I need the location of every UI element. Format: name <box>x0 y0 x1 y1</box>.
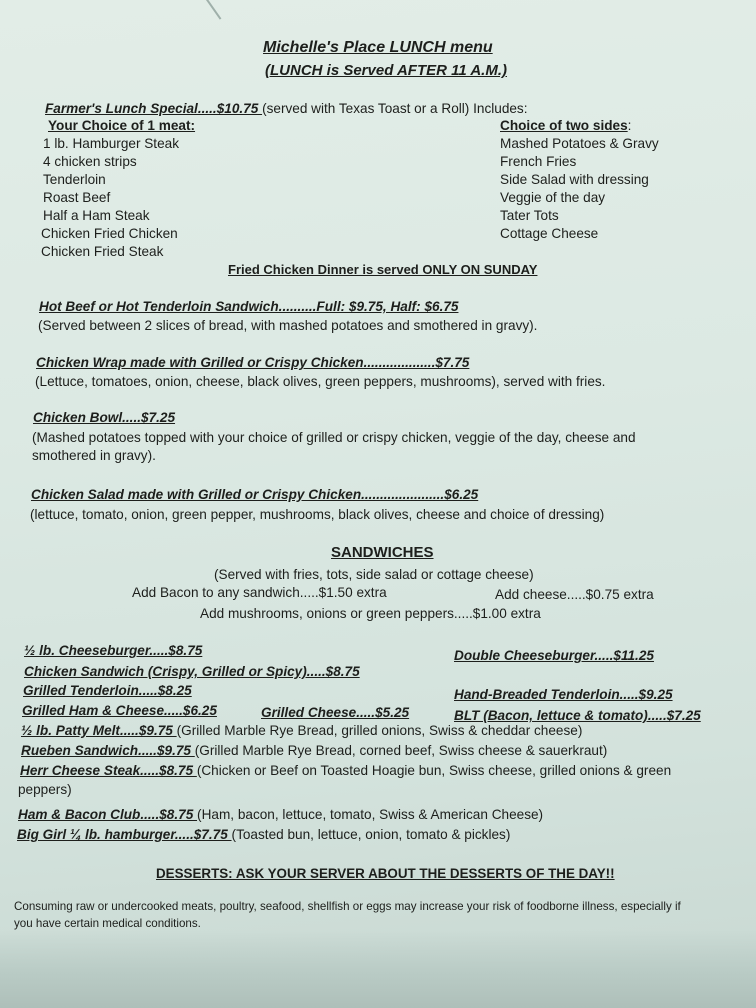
disclaimer-line-1: Consuming raw or undercooked meats, poultry, seafood, shellfish or eggs may increase your risk of foodborne illness, especially if <box>14 900 681 913</box>
big-girl-line <box>17 827 510 843</box>
ham-bacon-club-desc: (Ham, bacon, lettuce, tomato, Swiss & American Cheese) <box>197 807 544 822</box>
hot-beef-desc: (Served between 2 slices of bread, with mashed potatoes and smothered in gravy). <box>38 318 538 333</box>
rueben-item: Rueben Sandwich.....$9.75 <box>21 743 195 758</box>
chicken-wrap-title: Chicken Wrap made with Grilled or Crispy Chicken...................$7.75 <box>36 355 470 370</box>
hot-beef-title: Hot Beef or Hot Tenderloin Sandwich..........Full: $9.75, Half: $6.75 <box>39 299 459 314</box>
meat-item: Chicken Fried Chicken <box>41 226 178 241</box>
hand-breaded-tenderloin-item: Hand-Breaded Tenderloin.....$9.25 <box>454 687 673 702</box>
cheeseburger-item: ½ lb. Cheeseburger.....$8.75 <box>24 643 203 658</box>
sides-heading-line <box>500 118 631 134</box>
desserts-note: DESSERTS: ASK YOUR SERVER ABOUT THE DESSERTS OF THE DAY!! <box>156 866 615 881</box>
meat-item: Half a Ham Steak <box>43 208 150 223</box>
grilled-tenderloin-item: Grilled Tenderloin.....$8.25 <box>23 683 192 698</box>
side-item: Mashed Potatoes & Gravy <box>500 136 659 151</box>
sandwiches-heading: SANDWICHES <box>331 544 434 561</box>
big-girl-desc: (Toasted bun, lettuce, onion, tomato & pickles) <box>231 827 511 842</box>
patty-melt-line <box>21 723 582 739</box>
side-item: Side Salad with dressing <box>500 172 649 187</box>
menu-title: Michelle's Place LUNCH menu <box>263 39 493 56</box>
sides-heading-colon: : <box>627 118 632 133</box>
blt-item: BLT (Bacon, lettuce & tomato).....$7.25 <box>454 708 701 723</box>
double-cheeseburger-item: Double Cheeseburger.....$11.25 <box>454 648 654 663</box>
sides-heading: Choice of two sides <box>500 118 628 133</box>
chicken-sandwich-item: Chicken Sandwich (Crispy, Grilled or Spicy).....$8.75 <box>24 664 360 679</box>
sunday-note: Fried Chicken Dinner is served ONLY ON SUNDAY <box>228 262 538 277</box>
herr-cheese-steak-desc: (Chicken or Beef on Toasted Hoagie bun, Swiss cheese, grilled onions & green <box>196 763 672 778</box>
chicken-salad-title: Chicken Salad made with Grilled or Crispy Chicken......................$6.25 <box>31 487 479 502</box>
chicken-bowl-desc-1: (Mashed potatoes topped with your choice of grilled or crispy chicken, veggie of the day, cheese and <box>32 430 636 445</box>
meat-item: Tenderloin <box>43 172 106 187</box>
farmers-lunch-note: (served with Texas Toast or a Roll) Includes: <box>262 101 528 116</box>
side-item: Cottage Cheese <box>500 226 599 241</box>
menu-subtitle: (LUNCH is Served AFTER 11 A.M.) <box>265 62 507 79</box>
big-girl-item: Big Girl ¼ lb. hamburger.....$7.75 <box>17 827 232 842</box>
meat-heading: Your Choice of 1 meat: <box>48 118 196 133</box>
grilled-ham-cheese-item: Grilled Ham & Cheese.....$6.25 <box>22 703 217 718</box>
meat-item: 4 chicken strips <box>43 154 137 169</box>
rueben-line <box>21 743 607 759</box>
rueben-desc: (Grilled Marble Rye Bread, corned beef, Swiss cheese & sauerkraut) <box>194 743 608 758</box>
add-bacon-note: Add Bacon to any sandwich.....$1.50 extra <box>132 585 387 600</box>
meat-item: 1 lb. Hamburger Steak <box>43 136 180 151</box>
add-mushrooms-note: Add mushrooms, onions or green peppers.....$1.00 extra <box>200 606 541 621</box>
chicken-bowl-title: Chicken Bowl.....$7.25 <box>33 410 176 425</box>
patty-melt-item: ½ lb. Patty Melt.....$9.75 <box>21 723 177 738</box>
side-item: Tater Tots <box>500 208 559 223</box>
herr-cheese-steak-desc-2: peppers) <box>18 782 72 797</box>
farmers-lunch-title: Farmer's Lunch Special.....$10.75 <box>45 101 263 116</box>
grilled-cheese-item: Grilled Cheese.....$5.25 <box>261 705 410 720</box>
page-shadow <box>0 930 756 1008</box>
herr-cheese-steak-item: Herr Cheese Steak.....$8.75 <box>20 763 197 778</box>
sandwiches-served-with: (Served with fries, tots, side salad or cottage cheese) <box>214 567 534 582</box>
patty-melt-desc: (Grilled Marble Rye Bread, grilled onions, Swiss & cheddar cheese) <box>176 723 583 738</box>
meat-item: Roast Beef <box>43 190 111 205</box>
add-cheese-note: Add cheese.....$0.75 extra <box>495 587 654 602</box>
paper-crease <box>206 0 221 20</box>
herr-cheese-steak-line <box>20 763 671 779</box>
farmers-lunch-line <box>45 101 528 117</box>
chicken-salad-desc: (lettuce, tomato, onion, green pepper, mushrooms, black olives, cheese and choice of dressing) <box>30 507 605 522</box>
side-item: French Fries <box>500 154 577 169</box>
side-item: Veggie of the day <box>500 190 606 205</box>
chicken-bowl-desc-2: smothered in gravy). <box>32 448 156 463</box>
ham-bacon-club-line <box>18 807 543 823</box>
chicken-wrap-desc: (Lettuce, tomatoes, onion, cheese, black olives, green peppers, mushrooms), served with fries. <box>35 374 606 389</box>
meat-item: Chicken Fried Steak <box>41 244 164 259</box>
disclaimer-line-2: you have certain medical conditions. <box>14 917 201 930</box>
ham-bacon-club-item: Ham & Bacon Club.....$8.75 <box>18 807 198 822</box>
